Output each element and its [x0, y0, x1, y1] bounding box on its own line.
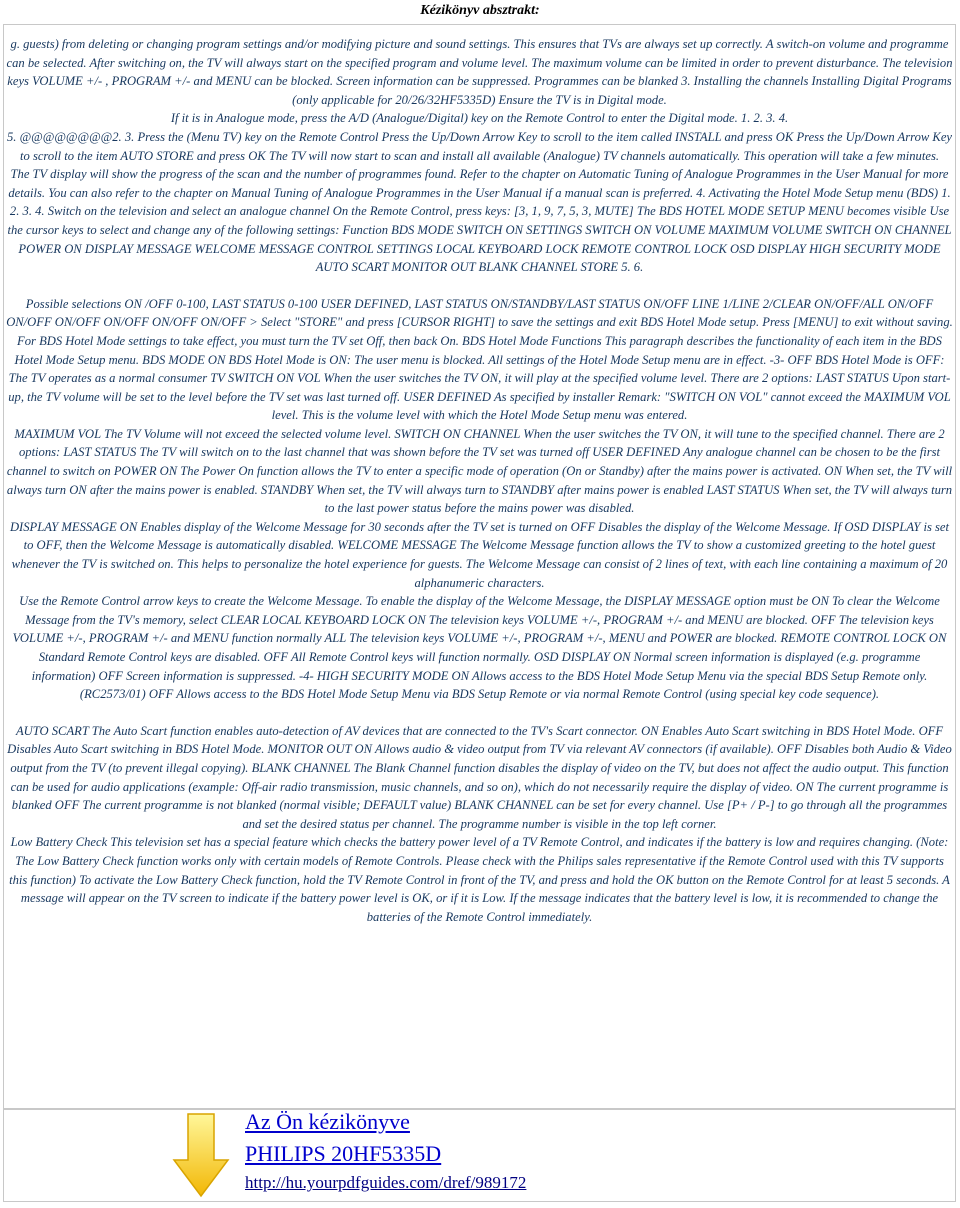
- manual-title-link[interactable]: Az Ön kézikönyve: [245, 1109, 410, 1134]
- paragraph: DISPLAY MESSAGE ON Enables display of the Welcome Message for 30 seconds after the TV set is turned on OFF Disables the display of the Welcome Message. If OSD DISPLAY is set to OFF, then the Welcome Message is automatically disabled. WELCOME MESSAGE The Welcome Message function allows the TV to show a customized greeting to the hotel guest whenever the TV is switched on. This helps to personalize the hotel experience for guests. The Welcome Message can consist of 2 lines of text, with each line containing a maximum of 20 alphanumeric characters.: [9, 519, 950, 590]
- paragraph: Low Battery Check This television set has a special feature which checks the battery power level of a TV Remote Control, and indicates if the battery is low and requires changing. (Note: The Low Battery Check function works only with certain models of Remote Controls. Please check with the Philips sales representative if the Remote Control used with this TV supports this function) To activate the Low Battery Check function, hold the TV Remote Control in front of the TV, and press and hold the OK button on the Remote Control for at least 5 seconds. A message will appear on the TV screen to indicate if the battery power level is OK, or if it is Low. If the message indicates that the battery level is low, it is recommended to change the batteries of the Remote Control immediately.: [9, 835, 950, 924]
- paragraph: g. guests) from deleting or changing program settings and/or modifying picture and sound settings. This ensures that TVs are always set up correctly. A switch-on volume and programme can be selected. After switching on, the TV will always start on the specified program and volume level. The maximum volume can be limited in order to prevent disturbance. The television keys VOLUME +/- , PROGRAM +/- and MENU can be blocked. Screen information can be suppressed. Programmes can be blanked 3. Installing the channels Installing Digital Programs (only applicable for 20/26/32HF5335D) Ensure the TV is in Digital mode.: [6, 37, 953, 107]
- paragraph: 5. @@@@@@@@2. 3. Press the (Menu TV) key on the Remote Control Press the Up/Down Arrow Key to scroll to the item called INSTALL and press OK Press the Up/Down Arrow Key to scroll to the item AUTO STORE and press OK The TV will now start to scan and install all available (Analogue) TV channels automatically. This operation will take a few minutes.: [6, 129, 953, 163]
- download-url-link[interactable]: http://hu.yourpdfguides.com/dref/989172: [245, 1173, 527, 1192]
- product-model-link[interactable]: PHILIPS 20HF5335D: [245, 1141, 442, 1166]
- paragraph: MAXIMUM VOL The TV Volume will not exceed the selected volume level. SWITCH ON CHANNEL When the user switches the TV ON, it will tune to the specified channel. There are 2 options: LAST STATUS The TV will switch on to the last channel that was shown before the TV set was turned off USER DEFINED Any analogue channel can be chosen to be the first channel to switch on POWER ON The Power On function allows the TV to enter a specific mode of operation (On or Standby) after the mains power is activated. ON When set, the TV will always turn ON after the mains power is enabled. STANDBY When set, the TV will always turn to STANDBY after mains power is enabled LAST STATUS When set, the TV will always turn to the last power status before the mains power was disabled.: [6, 426, 953, 516]
- paragraph: Use the Remote Control arrow keys to create the Welcome Message. To enable the display of the Welcome Message, the DISPLAY MESSAGE option must be ON To clear the Welcome Message from the TV's memory, select CLEAR LOCAL KEYBOARD LOCK ON The television keys VOLUME +/-, PROGRAM +/- and MENU are blocked. OFF The television keys VOLUME +/-, PROGRAM +/- and MENU function normally ALL The television keys VOLUME +/-, PROGRAM +/-, MENU and POWER are blocked. REMOTE CONTROL LOCK ON Standard Remote Control keys are disabled. OFF All Remote Control keys will function normally. OSD DISPLAY ON Normal screen information is displayed (e.g. programme information) OFF Screen information is suppressed. -4- HIGH SECURITY MODE ON Allows access to the BDS Hotel Mode Setup Menu via the special BDS Setup Remote only. (RC2573/01) OFF Allows access to the BDS Hotel Mode Setup Menu via BDS Setup Remote or via normal Remote Control (using special key code sequence).: [12, 594, 947, 702]
- paragraph: AUTO SCART The Auto Scart function enables auto-detection of AV devices that are connected to the TV's Scart connector. ON Enables Auto Scart switching in BDS Hotel Mode. OFF Disables Auto Scart switching in BDS Hotel Mode. MONITOR OUT ON Allows audio & video output from TV via relevant AV connectors (if available). OFF Disables both Audio & Video output from the TV (to prevent illegal copying). BLANK CHANNEL The Blank Channel function disables the display of video on the TV, but does not affect the audio output. This function can be used for audio applications (example: Off-air radio transmission, music channels, and so on), which do not necessarily require the display of video. ON The current programme is blanked OFF The current programme is not blanked (normal visible; DEFAULT value) BLANK CHANNEL can be set for every channel. Use [P+ / P-] to go through all the programmes and set the desired status per channel. The programme number is visible in the top left corner.: [7, 723, 952, 831]
- paragraph: The TV display will show the progress of the scan and the number of programmes found. Refer to the chapter on Automatic Tuning of Analogue Programmes in the User Manual for more details. You can also refer to the chapter on Manual Tuning of Analogue Programmes in the User Manual if a manual scan is preferred. 4. Activating the Hotel Mode Setup menu (BDS) 1. 2. 3. 4. Switch on the television and select an analogue channel On the Remote Control, press keys: [3, 1, 9, 7, 5, 3, MUTE] The BDS HOTEL MODE SETUP MENU becomes visible Use the cursor keys to select and change any of the following settings: Function BDS MODE SWITCH ON SETTINGS SWITCH ON VOLUME MAXIMUM VOLUME SWITCH ON CHANNEL POWER ON DISPLAY MESSAGE WELCOME MESSAGE CONTROL SETTINGS LOCAL KEYBOARD LOCK REMOTE CONTROL LOCK OSD DISPLAY HIGH SECURITY MODE AUTO SCART MONITOR OUT BLANK CHANNEL STORE 5. 6.: [7, 167, 952, 275]
- pdf-download-arrow-icon[interactable]: [170, 1110, 232, 1198]
- footer-links: [245, 1108, 526, 1193]
- paragraph: Possible selections ON /OFF 0-100, LAST STATUS 0-100 USER DEFINED, LAST STATUS ON/STANDBY/LAST STATUS ON/OFF LINE 1/LINE 2/CLEAR ON/OFF/ALL ON/OFF ON/OFF ON/OFF ON/OFF ON/OFF ON/OFF > Select "STORE" and press [CURSOR RIGHT] to save the settings and exit BDS Hotel Mode setup. Press [MENU] to exit without saving. For BDS Hotel Mode settings to take effect, you must turn the TV set Off, then back On. BDS Hotel Mode Functions This paragraph describes the functionality of each item in the BDS Hotel Mode Setup menu. BDS MODE ON BDS Hotel Mode is ON: The user menu is blocked. All settings of the Hotel Mode Setup menu are in effect. -3- OFF BDS Hotel Mode is OFF: The TV operates as a normal consumer TV SWITCH ON VOL When the user switches the TV ON, it will play at the specified volume level. There are 2 options: LAST STATUS Upon start-up, the TV volume will be set to the level before the TV set was last turned off. USER DEFINED As specified by installer Remark: "SWITCH ON VOL" cannot exceed the MAXIMUM VOL level. This is the volume level with which the Hotel Mode Setup menu was entered.: [6, 296, 953, 423]
- paragraph: If it is in Analogue mode, press the A/D (Analogue/Digital) key on the Remote Control to enter the Digital mode. 1. 2. 3. 4.: [170, 111, 789, 126]
- page-title: Kézikönyv absztrakt:: [420, 3, 540, 18]
- abstract-text: [4, 25, 955, 926]
- abstract-box: [3, 24, 956, 1110]
